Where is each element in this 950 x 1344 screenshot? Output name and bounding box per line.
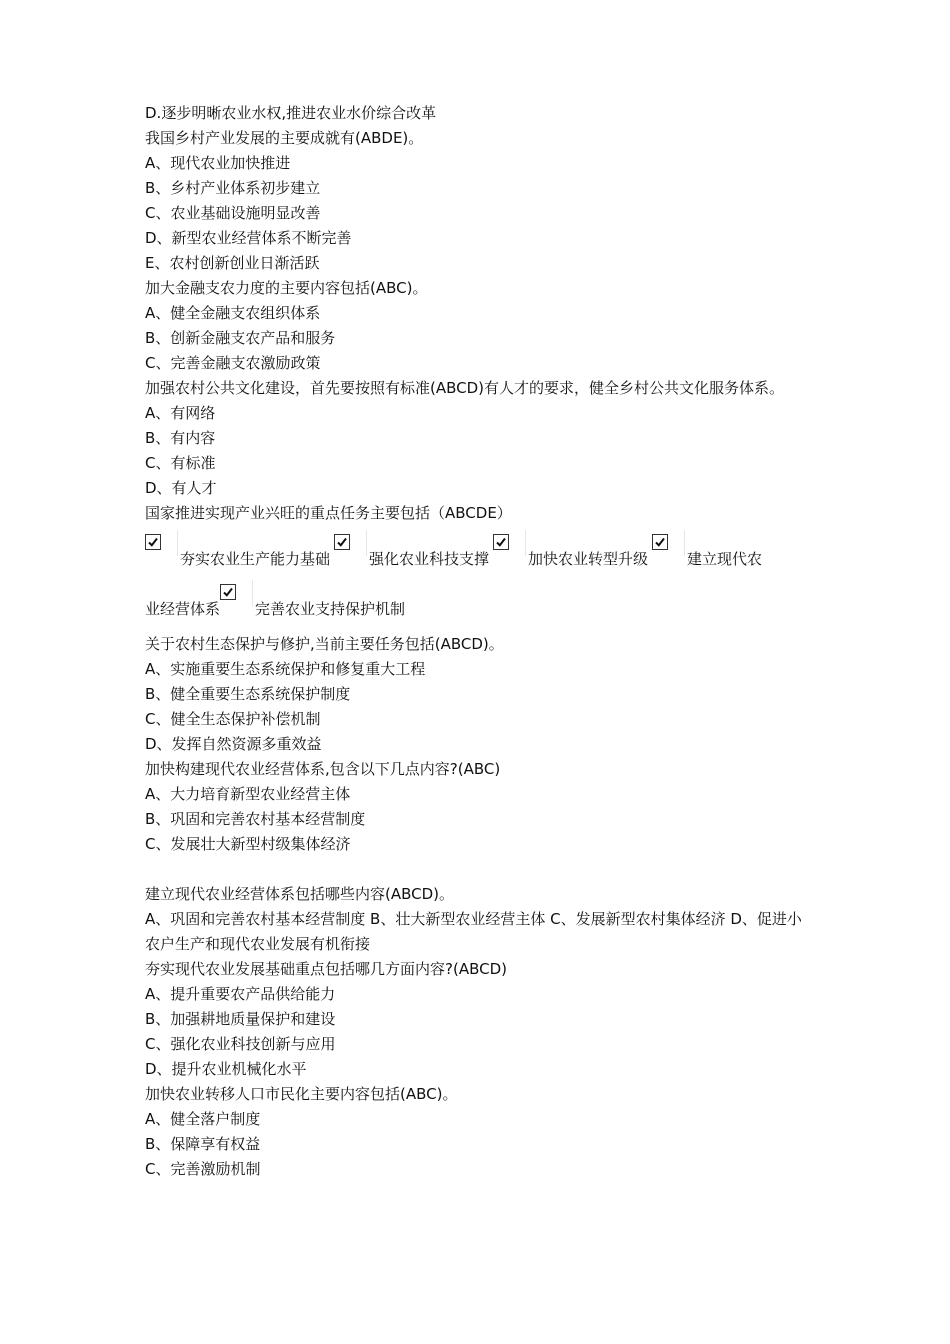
culture-line: 国家推进实现产业兴旺的重点任务主要包括（ABCDE）: [145, 504, 512, 522]
mid-line: B、巩固和完善农村基本经营制度: [145, 810, 366, 828]
top-line: C、完善金融支农激励政策: [145, 354, 321, 372]
section-top: [145, 101, 815, 376]
bottom-line: C、强化农业科技创新与应用: [145, 1035, 336, 1053]
mid-line: A、实施重要生态系统保护和修复重大工程: [145, 660, 426, 678]
bottom-line: B、保障享有权益: [145, 1135, 261, 1153]
checkbox-frame: [352, 530, 367, 556]
top-line: D、新型农业经营体系不断完善: [145, 229, 352, 247]
checked-checkbox-icon[interactable]: [652, 534, 668, 550]
bottom-line: D、提升农业机械化水平: [145, 1060, 307, 1078]
checkbox-label: 加快农业转型升级: [528, 550, 649, 568]
mid-line: B、健全重要生态系统保护制度: [145, 685, 351, 703]
bottom-line: A、提升重要农产品供给能力: [145, 985, 336, 1003]
checkbox-label: 夯实农业生产能力基础: [180, 550, 331, 568]
top-line: 加大金融支农力度的主要内容包括(ABC)。: [145, 279, 428, 297]
checked-checkbox-icon[interactable]: [493, 534, 509, 550]
checkbox-frame: [163, 530, 178, 556]
bottom-line: 加快农业转移人口市民化主要内容包括(ABC)。: [145, 1085, 458, 1103]
bottom-line: A、健全落户制度: [145, 1110, 261, 1128]
question-culture: 加强农村公共文化建设，首先要按照有标准(ABCD)有人才的要求，健全乡村公共文化服务体系。: [145, 379, 785, 397]
checkbox-frame: [238, 580, 253, 606]
top-line: C、农业基础设施明显改善: [145, 204, 321, 222]
culture-line: B、有内容: [145, 429, 216, 447]
document-content: [145, 101, 815, 1182]
bottom-line: C、完善激励机制: [145, 1160, 261, 1178]
mid-line: D、发挥自然资源多重效益: [145, 735, 322, 753]
mid-line: C、发展壮大新型村级集体经济: [145, 835, 351, 853]
bottom-line: 夯实现代农业发展基础重点包括哪几方面内容?(ABCD): [145, 960, 507, 978]
checkbox-row-2: [145, 576, 815, 626]
checkbox-label: 完善农业支持保护机制: [255, 600, 406, 618]
mid-line: 关于农村生态保护与修护,当前主要任务包括(ABCD)。: [145, 635, 504, 653]
culture-line: A、有网络: [145, 404, 216, 422]
top-line: 我国乡村产业发展的主要成就有(ABDE)。: [145, 129, 424, 147]
mid-line: A、大力培育新型农业经营主体: [145, 785, 351, 803]
checkbox-row-2-prefix: 业经营体系: [145, 600, 221, 618]
checked-checkbox-icon[interactable]: [334, 534, 350, 550]
top-line: B、乡村产业体系初步建立: [145, 179, 321, 197]
mid-line: 加快构建现代农业经营体系,包含以下几点内容?(ABC): [145, 760, 501, 778]
section-mid: [145, 632, 815, 857]
bottom-line: B、加强耕地质量保护和建设: [145, 1010, 336, 1028]
blank-line: [145, 857, 815, 882]
culture-line: D、有人才: [145, 479, 217, 497]
culture-line: C、有标准: [145, 454, 216, 472]
question-system: 建立现代农业经营体系包括哪些内容(ABCD)。: [145, 885, 455, 903]
checkbox-label: 建立现代农: [687, 550, 763, 568]
checked-checkbox-icon[interactable]: [220, 584, 236, 600]
checked-checkbox-icon[interactable]: [145, 534, 161, 550]
top-line: D.逐步明晰农业水权,推进农业水价综合改革: [145, 104, 437, 122]
checkbox-frame: [511, 530, 526, 556]
checkbox-row-1: [145, 526, 815, 576]
top-line: E、农村创新创业日渐活跃: [145, 254, 320, 272]
checkbox-frame: [670, 530, 685, 556]
top-line: A、现代农业加快推进: [145, 154, 291, 172]
answer-system: A、巩固和完善农村基本经营制度 B、壮大新型农业经营主体 C、发展新型农村集体经济 D、促进小农户生产和现代农业发展有机衔接: [145, 910, 802, 953]
section-culture: [145, 401, 815, 526]
top-line: A、健全金融支农组织体系: [145, 304, 321, 322]
mid-line: C、健全生态保护补偿机制: [145, 710, 321, 728]
checkbox-label: 强化农业科技支撑: [369, 550, 490, 568]
section-bottom: [145, 957, 815, 1182]
top-line: B、创新金融支农产品和服务: [145, 329, 336, 347]
